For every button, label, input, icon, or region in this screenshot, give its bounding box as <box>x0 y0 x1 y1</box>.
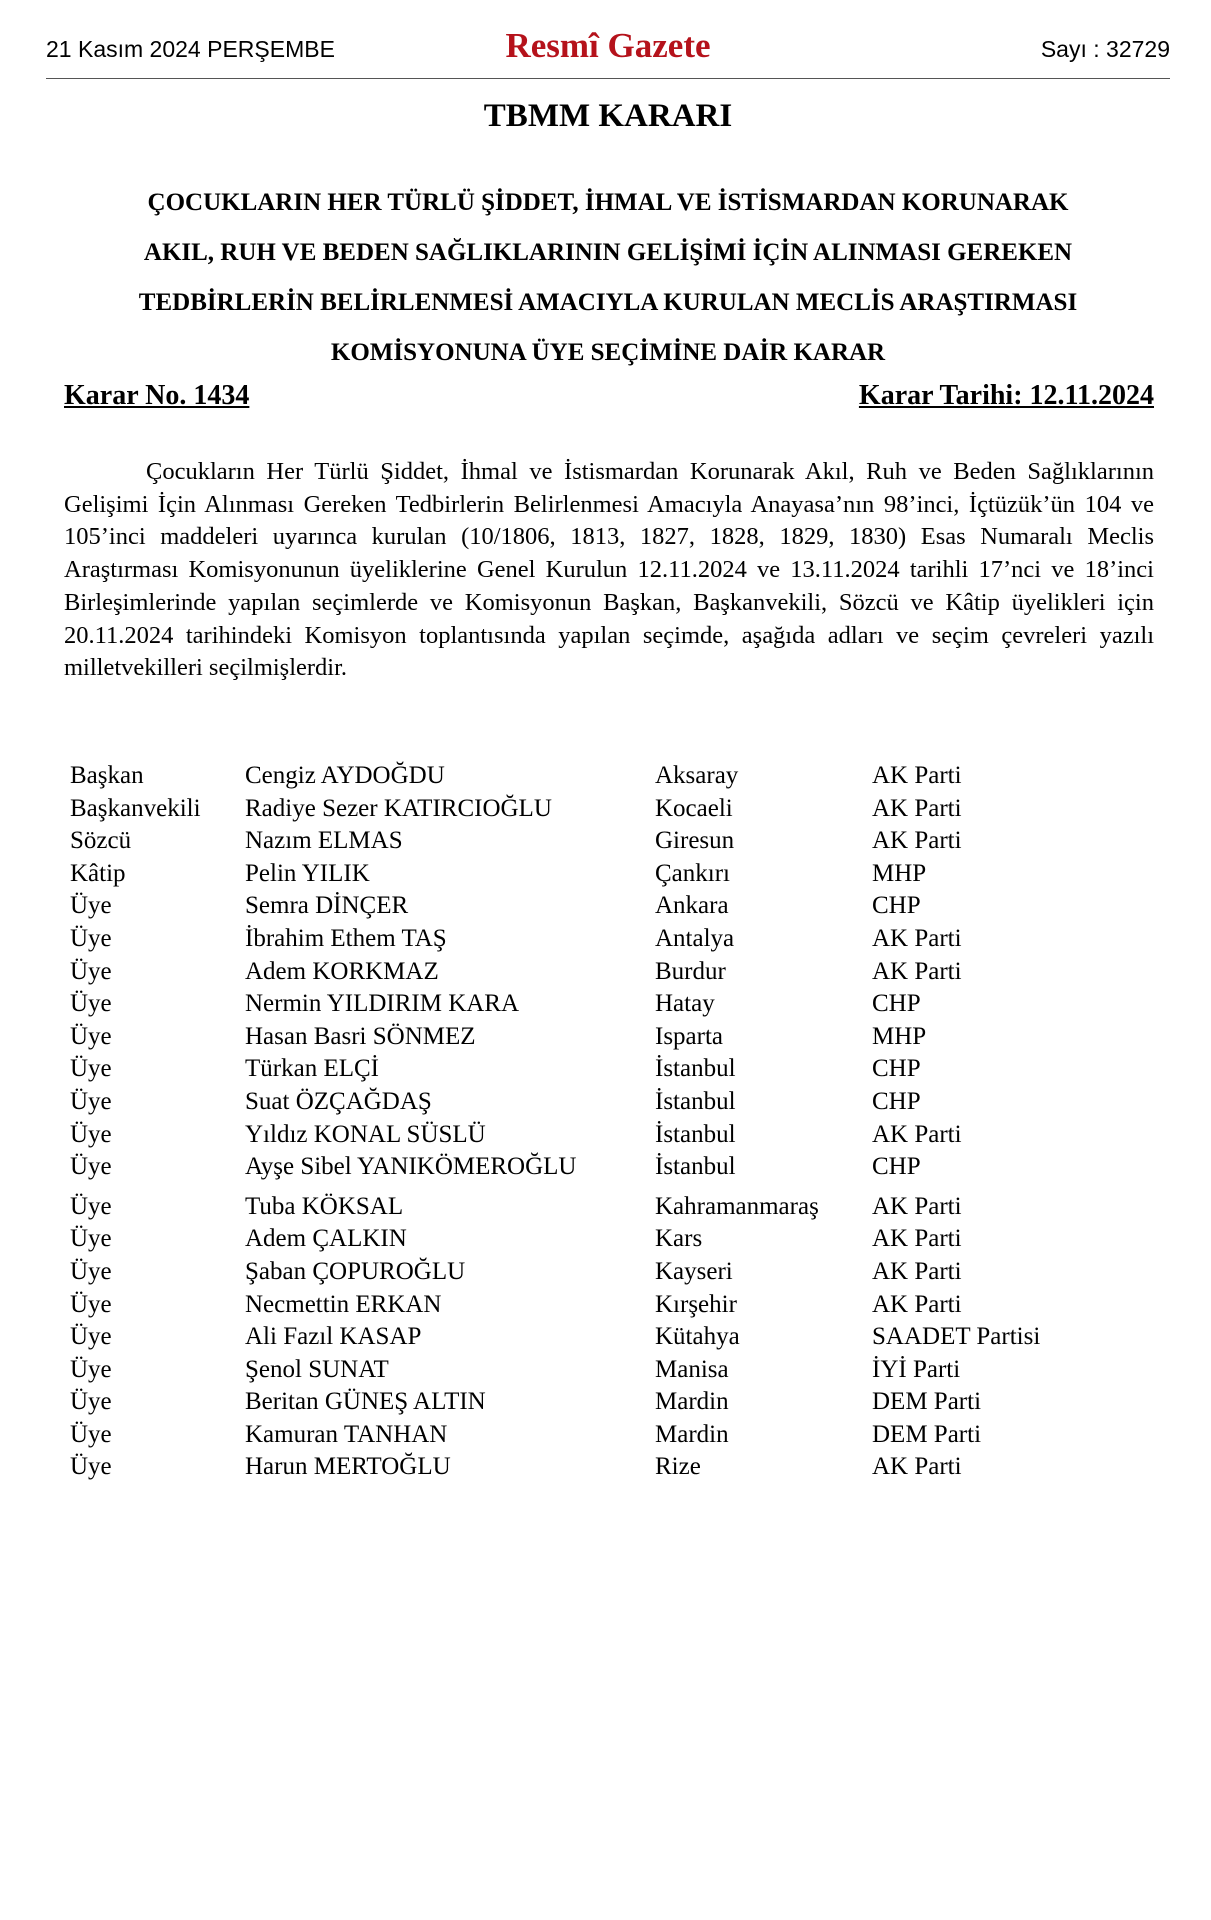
member-constituency: Rize <box>655 1453 701 1481</box>
member-constituency: Mardin <box>655 1420 729 1448</box>
member-row <box>70 923 1110 956</box>
member-row <box>70 1151 1110 1184</box>
member-party: AK Parti <box>872 1453 962 1481</box>
member-row <box>70 1419 1110 1452</box>
member-row <box>70 793 1110 826</box>
member-constituency: Antalya <box>655 924 735 952</box>
member-name: Cengiz AYDOĞDU <box>245 762 445 789</box>
member-row <box>70 1119 1110 1152</box>
subject-line: TEDBİRLERİN BELİRLENMESİ AMACIYLA KURULAN MECLİS ARAŞTIRMASI <box>138 289 1078 316</box>
member-constituency: Burdur <box>655 957 726 985</box>
member-role: Başkanvekili <box>70 794 201 822</box>
member-party: MHP <box>872 859 927 887</box>
member-row <box>70 1289 1110 1322</box>
member-role: Üye <box>70 1257 112 1285</box>
member-party: AK Parti <box>872 1257 962 1285</box>
member-name: Nazım ELMAS <box>245 827 403 855</box>
member-role: Kâtip <box>70 859 126 887</box>
member-constituency: Kahramanmaraş <box>655 1192 819 1220</box>
member-party: AK Parti <box>872 924 962 952</box>
member-role: Üye <box>70 1055 112 1083</box>
member-row <box>70 890 1110 923</box>
member-constituency: Manisa <box>655 1355 729 1383</box>
member-name: Beritan GÜNEŞ ALTIN <box>245 1388 486 1416</box>
member-role: Sözcü <box>70 827 132 855</box>
member-name: Pelin YILIK <box>245 859 370 887</box>
member-party: CHP <box>872 1087 921 1115</box>
member-party: İYİ Parti <box>872 1355 961 1383</box>
member-row <box>70 858 1110 891</box>
member-name: Ayşe Sibel YANIKÖMEROĞLU <box>245 1153 577 1181</box>
member-party: AK Parti <box>872 1290 962 1318</box>
member-party: AK Parti <box>872 762 962 789</box>
member-role: Üye <box>70 1225 112 1253</box>
member-role: Üye <box>70 1453 112 1481</box>
member-name: Necmettin ERKAN <box>245 1290 442 1318</box>
member-party: MHP <box>872 1022 927 1050</box>
decision-number: Karar No. 1434 <box>64 380 250 411</box>
member-list <box>70 760 1110 1484</box>
member-constituency: Mardin <box>655 1388 729 1416</box>
member-row <box>70 1386 1110 1419</box>
header-divider <box>46 78 1170 79</box>
member-row <box>70 825 1110 858</box>
member-role: Üye <box>70 1087 112 1115</box>
member-constituency: İstanbul <box>655 1120 736 1148</box>
decision-date: Karar Tarihi: 12.11.2024 <box>858 380 1154 411</box>
member-role: Üye <box>70 1420 112 1448</box>
member-role: Üye <box>70 1022 112 1050</box>
member-name: Hasan Basri SÖNMEZ <box>245 1022 476 1050</box>
gazette-title: Resmî Gazete <box>505 26 711 65</box>
member-constituency: Kocaeli <box>655 794 733 822</box>
member-party: AK Parti <box>872 1225 962 1253</box>
member-role: Üye <box>70 924 112 952</box>
member-constituency: Isparta <box>655 1022 724 1050</box>
member-constituency: Aksaray <box>655 762 739 789</box>
member-name: Ali Fazıl KASAP <box>245 1323 422 1351</box>
decision-paragraph: Çocukların Her Türlü Şiddet, İhmal ve İstismardan Korunarak Akıl, Ruh ve Beden Sağlıklarının Gelişimi İçin Alınması Gereken Tedbirlerin Belirlenmesi Amacıyla Anayasa’nın 98’inci, İçtüzük’ün 104 ve 105’inci maddeleri uyarınca kurulan (10/1806, 1813, 1827, 1828, 1829, 1830) Esas Numaralı Meclis Araştırması Komisyonunun üyeliklerine Genel Kurulun 12.11.2024 ve 13.11.2024 tarihli 17’nci ve 18’inci Birleşimlerinde yapılan seçimlerde ve Komisyonun Başkan, Başkanvekili, Sözcü ve Kâtip üyelikleri için 20.11.2024 tarihindeki Komisyon toplantısında yapılan seçimde, aşağıda adları ve seçim çevreleri yazılı milletvekilleri seçilmişlerdir. <box>64 458 1154 682</box>
member-constituency: Hatay <box>655 990 715 1018</box>
subject-line: KOMİSYONUNA ÜYE SEÇİMİNE DAİR KARAR <box>330 339 886 366</box>
member-party: DEM Parti <box>872 1420 982 1448</box>
member-row <box>70 760 1110 793</box>
member-party: AK Parti <box>872 957 962 985</box>
member-name: Nermin YILDIRIM KARA <box>245 990 520 1018</box>
member-row <box>70 1191 1110 1224</box>
member-constituency: İstanbul <box>655 1153 736 1181</box>
member-constituency: Kütahya <box>655 1323 740 1351</box>
member-role: Üye <box>70 1323 112 1351</box>
member-name: Semra DİNÇER <box>245 892 409 920</box>
member-role: Üye <box>70 1290 112 1318</box>
page-header <box>46 26 1170 78</box>
member-name: Yıldız KONAL SÜSLÜ <box>245 1120 486 1148</box>
member-name: Kamuran TANHAN <box>245 1420 448 1448</box>
member-constituency: Kırşehir <box>655 1290 737 1318</box>
member-name: Şaban ÇOPUROĞLU <box>245 1257 466 1285</box>
member-row <box>70 1354 1110 1387</box>
member-name: Suat ÖZÇAĞDAŞ <box>245 1087 432 1115</box>
member-row <box>70 1021 1110 1054</box>
decision-meta <box>64 380 1154 416</box>
subject-line: AKIL, RUH VE BEDEN SAĞLIKLARININ GELİŞİMİ İÇİN ALINMASI GEREKEN <box>143 239 1073 266</box>
member-role: Üye <box>70 892 112 920</box>
header-date: 21 Kasım 2024 PERŞEMBE <box>46 36 335 62</box>
member-name: Adem KORKMAZ <box>245 957 439 985</box>
member-constituency: Çankırı <box>655 859 730 887</box>
member-party: AK Parti <box>872 827 962 855</box>
header-issue-number: Sayı : 32729 <box>1040 36 1170 62</box>
member-party: DEM Parti <box>872 1388 982 1416</box>
member-role: Üye <box>70 957 112 985</box>
member-name: Türkan ELÇİ <box>245 1055 379 1083</box>
member-party: AK Parti <box>872 1120 962 1148</box>
member-name: Harun MERTOĞLU <box>245 1453 451 1481</box>
member-constituency: Kars <box>655 1225 703 1253</box>
member-role: Üye <box>70 1388 112 1416</box>
member-row <box>70 988 1110 1021</box>
member-party: CHP <box>872 1153 921 1181</box>
member-row <box>70 1321 1110 1354</box>
member-name: Tuba KÖKSAL <box>245 1192 404 1220</box>
member-role: Başkan <box>70 762 144 789</box>
member-role: Üye <box>70 1192 112 1220</box>
member-role: Üye <box>70 1153 112 1181</box>
document-title: TBMM KARARI <box>483 98 733 134</box>
member-name: Şenol SUNAT <box>245 1355 389 1383</box>
member-row <box>70 1451 1110 1484</box>
member-name: Adem ÇALKIN <box>245 1225 407 1253</box>
member-party: AK Parti <box>872 794 962 822</box>
decision-subject <box>66 178 1150 378</box>
member-row <box>70 1086 1110 1119</box>
member-row <box>70 956 1110 989</box>
member-constituency: Kayseri <box>655 1257 733 1285</box>
member-name: Radiye Sezer KATIRCIOĞLU <box>245 794 552 822</box>
member-row <box>70 1223 1110 1256</box>
member-constituency: Giresun <box>655 827 735 855</box>
member-party: CHP <box>872 990 921 1018</box>
member-constituency: Ankara <box>655 892 729 920</box>
member-party: AK Parti <box>872 1192 962 1220</box>
member-role: Üye <box>70 1355 112 1383</box>
member-party: SAADET Partisi <box>872 1323 1041 1351</box>
subject-line: ÇOCUKLARIN HER TÜRLÜ ŞİDDET, İHMAL VE İSTİSMARDAN KORUNARAK <box>147 189 1069 216</box>
member-role: Üye <box>70 990 112 1018</box>
member-name: İbrahim Ethem TAŞ <box>245 924 447 952</box>
member-row <box>70 1053 1110 1086</box>
member-constituency: İstanbul <box>655 1087 736 1115</box>
member-row <box>70 1256 1110 1289</box>
member-role: Üye <box>70 1120 112 1148</box>
member-constituency: İstanbul <box>655 1055 736 1083</box>
member-party: CHP <box>872 892 921 920</box>
member-party: CHP <box>872 1055 921 1083</box>
